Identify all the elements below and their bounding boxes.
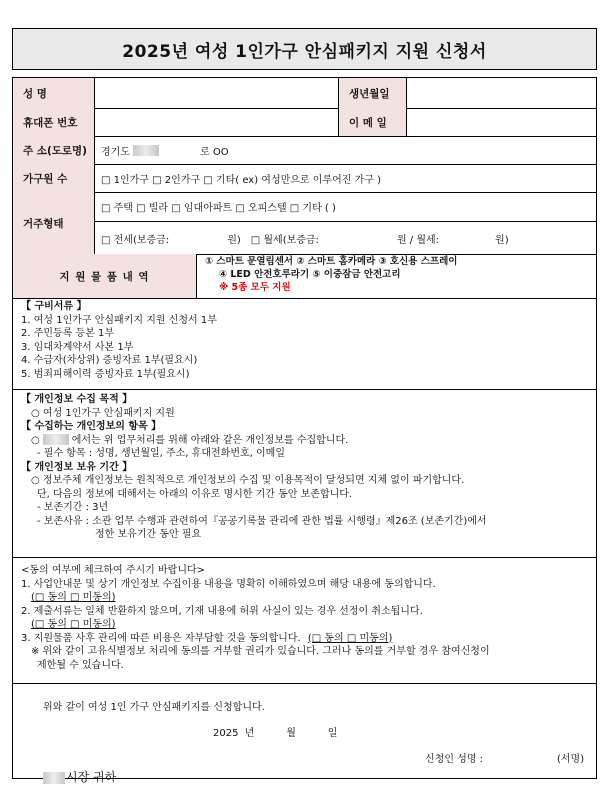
consent-2: 2. 제출서류는 일체 반환하지 않으며, 기재 내용에 허위 사실이 있는 경우 선정이 취소됩니다. [21, 605, 423, 617]
redacted-block [43, 434, 69, 445]
row-address [13, 136, 596, 165]
consent-note-2: 제한될 수 있습니다. [37, 659, 124, 671]
documents-heading: 【 구비서류 】 [21, 301, 87, 312]
birth-label: 생년월일 [339, 78, 407, 108]
document-item: 3. 임대차계약서 사본 1부 [21, 341, 134, 353]
consent-2-check[interactable]: (□ 동의 □ 미동의) [31, 619, 116, 630]
privacy-retention-2: 단, 다음의 정보에 대해서는 아래의 이유로 명시한 기간 동안 보존합니다. [37, 488, 353, 500]
documents-section [13, 298, 596, 390]
consent-3-row [21, 632, 588, 646]
recipient [43, 768, 116, 785]
privacy-retention-4: - 보존사유 : 소관 업무 수행과 관련하여『공공기록물 관리에 관한 법률 시행령』제26조 (보존기간)에서 [37, 515, 487, 527]
privacy-section [13, 390, 596, 558]
consent-3: 3. 지원물품 사후 관리에 따른 비용은 자부담할 것을 동의합니다. [21, 632, 301, 644]
form-title: 2025년 여성 1인가구 안심패키지 지원 신청서 [12, 28, 597, 70]
privacy-purpose: ○ 여성 1인가구 안심패키지 지원 [31, 407, 175, 419]
consent-note-1: ※ 위와 같이 고유식별정보 처리에 동의를 거부할 권리가 있습니다. 그러나 동의를 거부할 경우 참여신청이 [31, 646, 490, 657]
items-list [197, 254, 596, 298]
email-label: 이 메 일 [339, 108, 407, 136]
bullet-circle: ○ [31, 434, 40, 446]
row-phone [13, 108, 596, 137]
privacy-items-text: 에서는 위 업무처리를 위해 아래와 같은 개인정보를 수집합니다. [71, 434, 349, 446]
name-field[interactable] [95, 78, 339, 108]
address-field[interactable] [95, 136, 596, 164]
privacy-items [21, 434, 588, 448]
row-items [13, 254, 596, 299]
items-line-3: ※ 5종 모두 지원 [219, 282, 291, 293]
items-line-2: ④ LED 안전호루라기 ⑤ 이중잠금 안전고리 [219, 269, 401, 280]
address-prefix: 경기도 [101, 146, 130, 158]
consent-3-check[interactable]: (□ 동의 □ 미동의) [307, 632, 393, 644]
signature-label[interactable]: (서명) [557, 754, 585, 765]
privacy-required-items: - 필수 항목 : 성명, 생년월일, 주소, 휴대전화번호, 이메일 [37, 448, 285, 459]
privacy-retention-3: - 보존기간 : 3년 [37, 502, 109, 513]
document-item: 1. 여성 1인가구 안심패키지 지원 신청서 1부 [21, 314, 217, 326]
form-footer [13, 684, 596, 784]
document-item: 5. 범죄피해이력 증빙자료 1부(필요시) [21, 368, 190, 380]
won-label-1: 원) [227, 234, 241, 246]
jeonse-option[interactable]: □ 전세(보증금: [101, 234, 170, 246]
redacted-block [133, 145, 159, 156]
consent-section [13, 558, 596, 684]
residence-deposit[interactable] [95, 222, 596, 254]
row-household [13, 164, 596, 193]
row-residence [13, 192, 596, 255]
application-form [12, 10, 597, 784]
residence-types[interactable]: □ 주택 □ 빌라 □ 임대아파트 □ 오피스텔 □ 기타 ( ) [95, 192, 596, 222]
name-label: 성 명 [13, 78, 95, 108]
form-body [12, 77, 597, 784]
household-label: 가구원 수 [13, 164, 95, 192]
wolse-option[interactable]: □ 월세(보증금: [250, 234, 319, 246]
privacy-items-heading: 【 수집하는 개인정보의 항목 】 [21, 421, 162, 432]
applicant-name-label: 신청인 성명 : [425, 754, 484, 765]
application-date[interactable]: 2025 년 월 일 [213, 728, 338, 739]
address-suffix: 로 OO [199, 146, 229, 158]
won-label-2: 원 / 월세: [396, 234, 440, 246]
application-statement: 위와 같이 여성 1인 가구 안심패키지를 신청합니다. [43, 702, 265, 713]
birth-field[interactable] [407, 78, 596, 108]
items-line-1: ① 스마트 문열림센서 ② 스마트 홈카메라 ③ 호신용 스프레이 [205, 256, 458, 267]
residence-label: 거주형태 [13, 192, 95, 254]
consent-1: 1. 사업안내문 및 상기 개인정보 수집이용 내용을 명확히 이해하였으며 해당 내용에 동의합니다. [21, 578, 436, 590]
phone-label: 휴대폰 번호 [13, 108, 95, 136]
consent-1-check[interactable]: (□ 동의 □ 미동의) [31, 592, 116, 603]
document-item: 4. 수급자(차상위) 증빙자료 1부(필요시) [21, 355, 198, 366]
won-label-3: 원) [495, 234, 509, 246]
document-item: 2. 주민등록 등본 1부 [21, 328, 115, 339]
items-label: 지 원 물 품 내 역 [13, 254, 197, 298]
email-field[interactable] [407, 108, 596, 136]
address-label: 주 소(도로명) [13, 136, 95, 164]
row-name [13, 78, 596, 109]
phone-field[interactable] [95, 108, 339, 136]
privacy-retention-heading: 【 개인정보 보유 기간 】 [21, 461, 133, 473]
privacy-retention-5: 정한 보유기간 동안 필요 [95, 529, 202, 540]
household-options[interactable]: □ 1인가구 □ 2인가구 □ 기타( ex) 여성만으로 이루어진 가구 ) [101, 174, 381, 186]
recipient-mayor: 시장 귀하 [66, 770, 117, 784]
privacy-retention-1: ○ 정보주체 개인정보는 원칙적으로 개인정보의 수집 및 이용목적이 달성되면 지체 없이 파기합니다. [31, 475, 465, 486]
privacy-purpose-heading: 【 개인정보 수집 목적 】 [21, 394, 133, 405]
consent-heading: <동의 여부에 체크하여 주시기 바랍니다> [21, 565, 206, 576]
